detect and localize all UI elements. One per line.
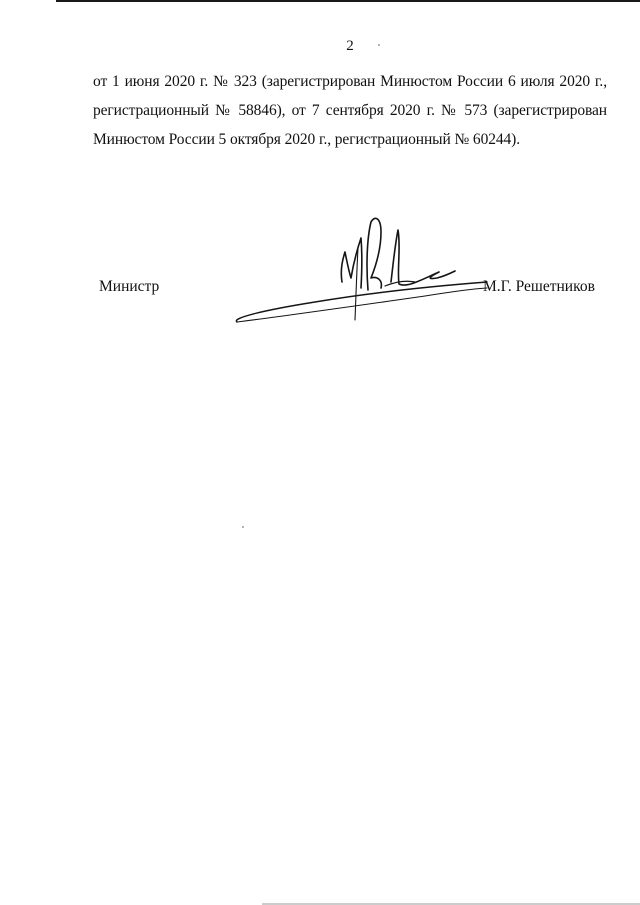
- paragraph-line: Минюстом России 5 октября 2020 г., регистрационный № 60244).: [93, 131, 521, 148]
- scan-speck: [378, 44, 380, 46]
- body-paragraph: [93, 67, 607, 154]
- page-number: 2: [346, 38, 354, 54]
- top-border-line: [56, 0, 640, 2]
- paragraph-line: регистрационный № 58846), от 7 сентября 2020 г. № 573 (зарегистрирован: [93, 102, 607, 119]
- signatory-title: Министр: [99, 278, 160, 295]
- handwritten-signature: [225, 210, 495, 340]
- signatory-name: М.Г. Решетников: [483, 278, 595, 295]
- paragraph-line: от 1 июня 2020 г. № 323 (зарегистрирован Минюстом России 6 июля 2020 г.,: [93, 73, 607, 90]
- scan-speck: [242, 526, 244, 528]
